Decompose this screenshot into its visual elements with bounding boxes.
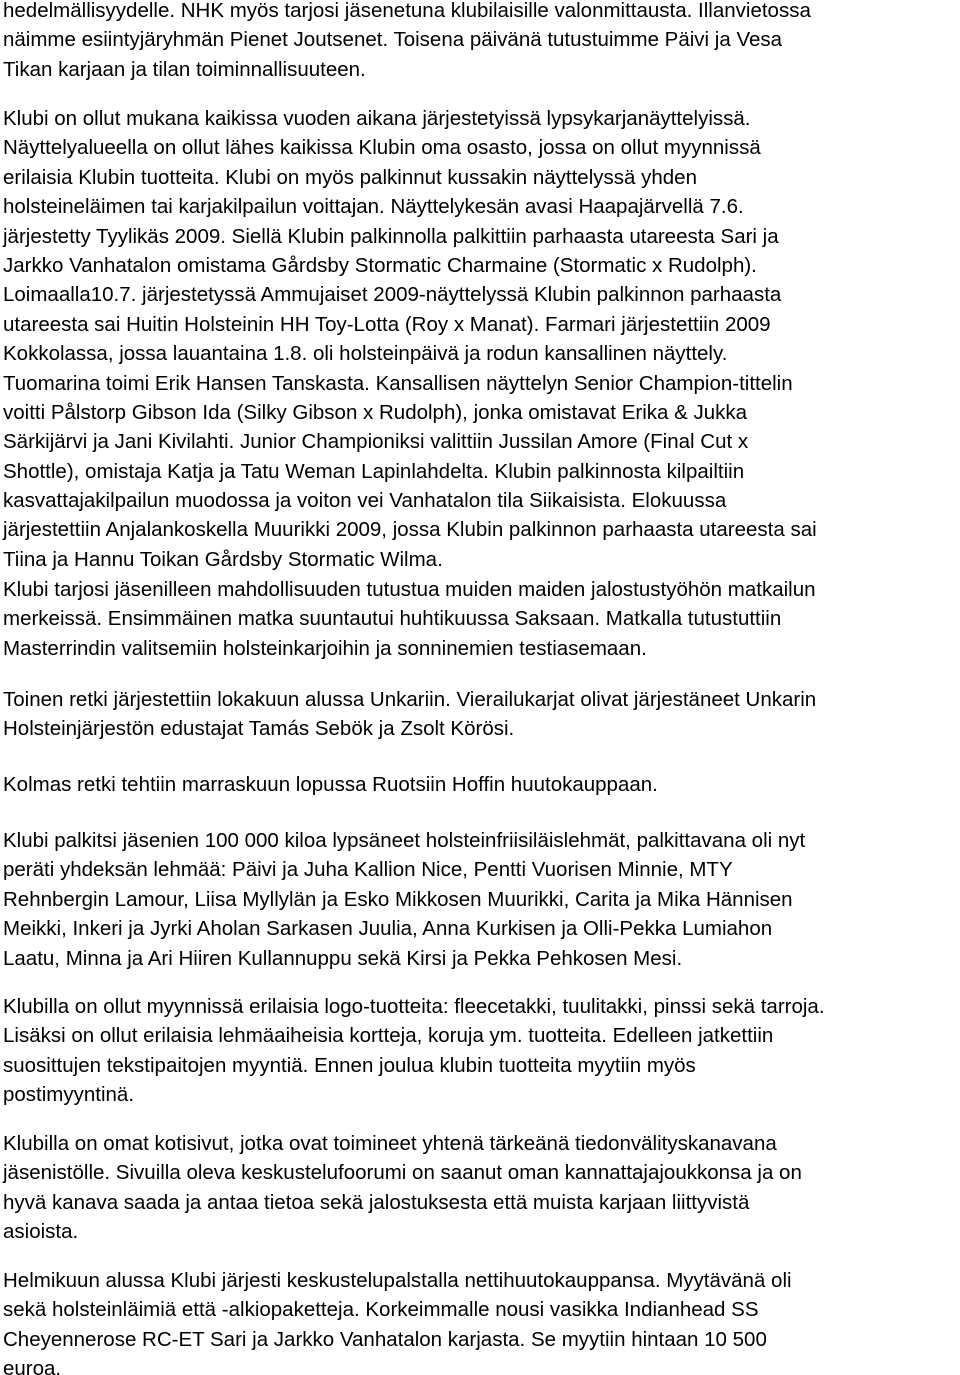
paragraph-8 [3,1129,960,1247]
text-line: Holsteinjärjestön edustajat Tamás Sebök ja Zsolt Körösi. [3,717,515,741]
text-line: näimme esiintyjäryhmän Pienet Joutsenet. Toisena päivänä tutustuimme Päivi ja Vesa [3,28,783,52]
paragraph-5 [3,770,960,799]
paragraph-2 [3,104,960,574]
text-line: Klubi palkitsi jäsenien 100 000 kiloa lypsäneet holsteinfriisiläislehmät, palkittavana oli nyt [3,829,806,852]
text-line: Klubilla on omat kotisivut, jotka ovat toimineet yhtenä tärkeänä tiedonvälityskanavana [3,1132,777,1155]
text-line: Loimaalla10.7. järjestetyssä Ammujaiset 2009-näyttelyssä Klubin palkinnon parhaasta [3,283,782,307]
paragraph-9 [3,1266,960,1375]
text-line: Näyttelyalueella on ollut lähes kaikissa Klubin oma osasto, jossa on ollut myynnissä [3,136,761,160]
text-line: Helmikuun alussa Klubi järjesti keskustelupalstalla nettihuutokauppansa. Myytävänä oli [3,1269,792,1292]
text-line: Cheyennerose RC-ET Sari ja Jarkko Vanhatalon karjasta. Se myytiin hintaan 10 500 [3,1327,767,1351]
text-line: postimyyntinä. [3,1083,135,1107]
text-line: Klubilla on ollut myynnissä erilaisia logo-tuotteita: fleecetakki, tuulitakki, pinssi sekä tarroja. [3,995,825,1018]
text-line: hyvä kanava saada ja antaa tietoa sekä jalostuksesta että muista karjaan liittyvistä [3,1190,750,1214]
text-line: Särkijärvi ja Jani Kivilahti. Junior Championiksi valittiin Jussilan Amore (Final Cut x [3,430,749,454]
text-line: Laatu, Minna ja Ari Hiiren Kullannuppu sekä Kirsi ja Pekka Pehkosen Mesi. [3,946,683,970]
text-line: suosittujen tekstipaitojen myyntiä. Ennen joulua klubin tuotteita myytiin myös [3,1053,696,1077]
paragraph-7 [3,992,960,1110]
text-line: Tiina ja Hannu Toikan Gårdsby Stormatic Wilma. [3,547,443,571]
text-line: peräti yhdeksän lehmää: Päivi ja Juha Kallion Nice, Pentti Vuorisen Minnie, MTY [3,858,733,882]
paragraph-6 [3,826,960,973]
text-line: euroa. [3,1357,62,1375]
text-line: Klubi tarjosi jäsenilleen mahdollisuuden tutustua muiden maiden jalostustyöhön matkailun [3,578,816,601]
text-line: Tuomarina toimi Erik Hansen Tanskasta. Kansallisen näyttelyn Senior Champion-tittelin [3,371,793,395]
text-line: voitti Pålstorp Gibson Ida (Silky Gibson x Rudolph), jonka omistavat Erika & Jukka [3,400,748,424]
text-line: järjestetty Tyylikäs 2009. Siellä Klubin palkinnolla palkittiin parhaasta utareesta Sari ja [3,224,779,248]
text-line: Shottle), omistaja Katja ja Tatu Weman Lapinlahdelta. Klubin palkinnosta kilpailtiin [3,459,745,483]
text-line: Lisäksi on ollut erilaisia lehmäaiheisia kortteja, koruja ym. tuotteita. Edelleen jatkettiin [3,1024,774,1048]
text-line: Tikan karjaan ja tilan toiminnallisuuteen. [3,57,366,81]
text-line: Kokkolassa, jossa lauantaina 1.8. oli holsteinpäivä ja rodun kansallinen näyttely. [3,342,728,366]
text-line: sekä holsteinläimiä että -alkiopaketteja. Korkeimmalle nousi vasikka Indianhead SS [3,1298,759,1322]
text-line: holsteineläimen tai karjakilpailun voittajan. Näyttelykesän avasi Haapajärvellä 7.6. [3,195,744,219]
paragraph-1 [3,0,960,84]
text-line: hedelmällisyydelle. NHK myös tarjosi jäsenetuna klubilaisille valonmittausta. Illanvietossa [3,0,811,22]
text-line: Klubi on ollut mukana kaikissa vuoden aikana järjestetyissä lypsykarjanäyttelyissä. [3,107,751,130]
text-line: Meikki, Inkeri ja Jyrki Aholan Sarkasen Juulia, Anna Kurkisen ja Olli-Pekka Lumiahon [3,917,773,941]
text-line: Toinen retki järjestettiin lokakuun alussa Unkariin. Vierailukarjat olivat järjestäneet Unkarin [3,688,817,711]
text-line: Masterrindin valitsemiin holsteinkarjoihin ja sonninemien testiasemaan. [3,636,647,660]
text-line: Rehnbergin Lamour, Liisa Myllylän ja Esko Mikkosen Muurikki, Carita ja Mika Hännisen [3,887,793,911]
text-line: asioista. [3,1220,79,1244]
text-line: Jarkko Vanhatalon omistama Gårdsby Stormatic Charmaine (Stormatic x Rudolph). [3,253,757,277]
text-line: erilaisia Klubin tuotteita. Klubi on myös palkinnut kussakin näyttelyssä yhden [3,165,697,189]
text-line: utareesta sai Huitin Holsteinin HH Toy-Lotta (Roy x Manat). Farmari järjestettiin 2009 [3,312,771,336]
paragraph-3 [3,575,960,663]
paragraph-4 [3,685,960,744]
text-line: Kolmas retki tehtiin marraskuun lopussa Ruotsiin Hoffin huutokauppaan. [3,773,658,796]
text-line: merkeissä. Ensimmäinen matka suuntautui huhtikuussa Saksaan. Matkalla tutustuttiin [3,607,782,631]
text-line: jäsenistölle. Sivuilla oleva keskustelufoorumi on saanut oman kannattajajoukkonsa ja on [3,1161,802,1185]
text-line: järjestettiin Anjalankoskella Muurikki 2009, jossa Klubin palkinnon parhaasta utareesta sai [3,518,817,542]
text-line: kasvattajakilpailun muodossa ja voiton vei Vanhatalon tila Siikaisista. Elokuussa [3,489,727,513]
